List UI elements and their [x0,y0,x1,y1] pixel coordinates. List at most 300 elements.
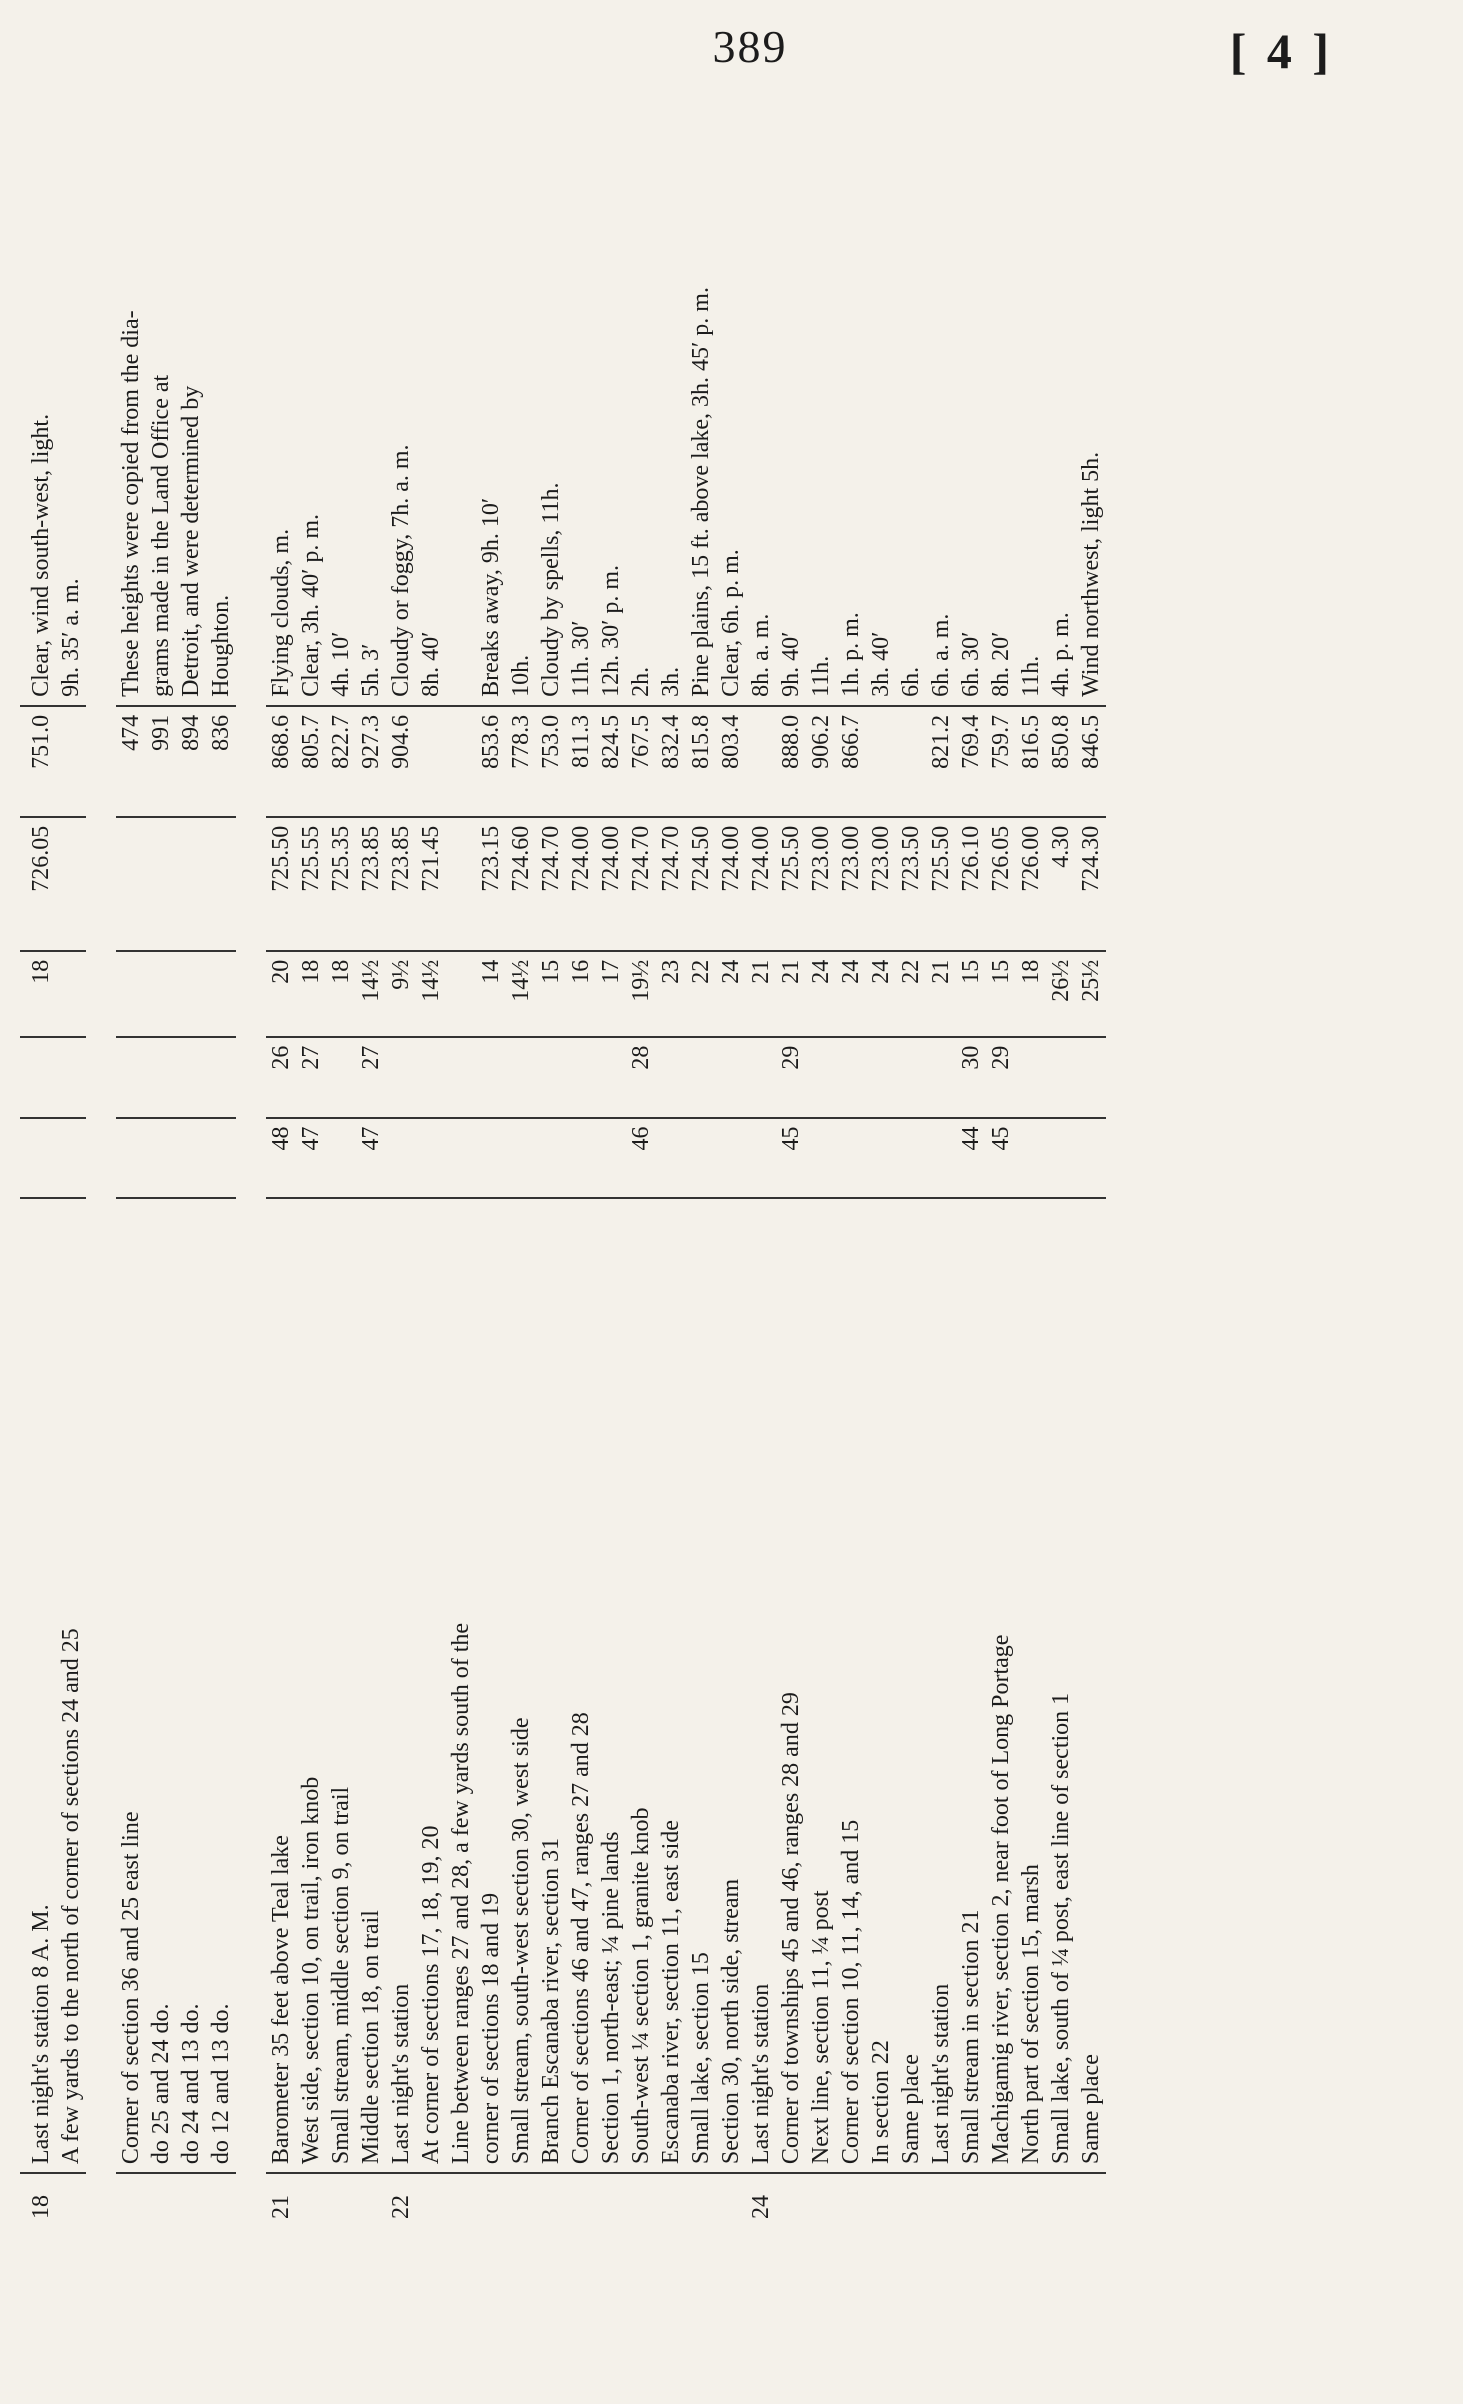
value-cell-2 [716,1037,746,1118]
barometer-cell [446,817,476,951]
value-cell-1: 47 [356,1118,386,1199]
value-cell-3: 9½ [386,951,416,1037]
height-cell: 811.3 [566,706,596,817]
value-cell-3: 14½ [356,951,386,1037]
table-row [686,140,716,2240]
value-cell-1 [746,1118,776,1199]
barometer-cell [176,817,206,951]
day-cell [866,2173,896,2240]
day-cell [146,2173,176,2240]
value-cell-1: 45 [986,1118,1016,1199]
barometer-cell: 723.00 [836,817,866,951]
remarks-cell: 9h. 40′ [778,631,804,697]
value-cell-1 [386,1118,416,1199]
location-cell: do 25 and 24 do. [146,1198,176,2173]
location-cell: corner of sections 18 and 19 [476,1198,506,2173]
value-cell-2 [926,1037,956,1118]
location-cell: Small stream, south-west section 30, west side [506,1198,536,2173]
value-cell-3: 14½ [416,951,446,1037]
barometer-cell: 724.00 [716,817,746,951]
location-cell: Corner of section 36 and 25 east line [116,1198,146,2173]
value-cell-3 [146,951,176,1037]
table-row [446,140,476,2240]
height-cell: 904.6 [386,706,416,817]
barometer-cell: 723.00 [806,817,836,951]
barometer-cell: 724.00 [566,817,596,951]
table-row [236,140,266,2240]
location-cell: In section 22 [866,1198,896,2173]
value-cell-3 [206,951,236,1037]
height-cell: 803.4 [716,706,746,817]
value-cell-1 [536,1118,566,1199]
day-cell [776,2173,806,2240]
remarks-cell: 3h. 40′ [868,631,894,697]
value-cell-2: 29 [986,1037,1016,1118]
location-cell: Section 30, north side, stream [716,1198,746,2173]
remarks-cell: 6h. [898,666,924,697]
barometer-cell [56,817,86,951]
value-cell-2: 28 [626,1037,656,1118]
table-row [1076,140,1106,2240]
value-cell-2: 27 [296,1037,326,1118]
day-cell [896,2173,926,2240]
remarks-cell: 8h. a. m. [748,613,774,697]
value-cell-2 [1076,1037,1106,1118]
value-cell-2: 27 [356,1037,386,1118]
value-cell-3: 18 [20,951,56,1037]
barometer-cell [116,817,146,951]
spacer-cell [236,140,266,2240]
remarks-cell: 4h. p. m. [1048,612,1074,697]
day-cell [566,2173,596,2240]
value-cell-2 [116,1037,146,1118]
barometer-cell: 724.00 [596,817,626,951]
height-cell [896,706,926,817]
height-cell: 853.6 [476,706,506,817]
location-cell: do 12 and 13 do. [206,1198,236,2173]
value-cell-1 [1046,1118,1076,1199]
barometer-cell: 726.05 [20,817,56,951]
day-cell [536,2173,566,2240]
day-cell: 24 [746,2173,776,2240]
day-cell [326,2173,356,2240]
height-cell [746,706,776,817]
value-cell-1: 46 [626,1118,656,1199]
day-cell [506,2173,536,2240]
value-cell-2 [686,1037,716,1118]
table-row [776,140,806,2240]
day-cell [416,2173,446,2240]
value-cell-3: 18 [326,951,356,1037]
location-cell: Small lake, south of ¼ post, east line of section 1 [1046,1198,1076,2173]
value-cell-1 [476,1118,506,1199]
day-cell [296,2173,326,2240]
height-cell: 991 [146,706,176,817]
table-row [746,140,776,2240]
location-cell: Same place [896,1198,926,2173]
remarks-cell: 9h. 35′ a. m. [58,578,84,697]
location-cell: At corner of sections 17, 18, 19, 20 [416,1198,446,2173]
height-cell: 832.4 [656,706,686,817]
location-cell: West side, section 10, on trail, iron knob [296,1198,326,2173]
height-cell [56,706,86,817]
value-cell-3: 22 [896,951,926,1037]
value-cell-1 [326,1118,356,1199]
location-cell: Last night's station 8 A. M. [20,1198,56,2173]
table-row [656,140,686,2240]
remarks-cell: 11h. [808,655,834,697]
day-cell [716,2173,746,2240]
value-cell-1 [206,1118,236,1199]
barometer-cell: 721.45 [416,817,446,951]
height-cell: 753.0 [536,706,566,817]
value-cell-1 [56,1118,86,1199]
value-cell-2 [146,1037,176,1118]
day-cell [116,2173,146,2240]
value-cell-3 [446,951,476,1037]
remarks-cell: Pine plains, 15 ft. above lake, 3h. 45′ p. m. [688,287,714,697]
location-cell: Last night's station [926,1198,956,2173]
value-cell-3: 24 [806,951,836,1037]
remarks-cell: 6h. 30′ [958,631,984,697]
value-cell-1: 45 [776,1118,806,1199]
barometer-cell: 4.30 [1046,817,1076,951]
value-cell-1 [926,1118,956,1199]
remarks-cell: Cloudy or foggy, 7h. a. m. [388,444,414,697]
location-cell: Small stream in section 21 [956,1198,986,2173]
table-row [926,140,956,2240]
height-cell: 474 [116,706,146,817]
height-cell: 769.4 [956,706,986,817]
value-cell-3: 20 [266,951,296,1037]
remarks-cell: 11h. [1018,655,1044,697]
table-row [56,140,86,2240]
height-cell: 751.0 [20,706,56,817]
location-cell: Corner of townships 45 and 46, ranges 28 and 29 [776,1198,806,2173]
remarks-cell: Flying clouds, m. [268,528,294,697]
height-cell: 866.7 [836,706,866,817]
value-cell-1: 47 [296,1118,326,1199]
height-cell: 824.5 [596,706,626,817]
day-cell [926,2173,956,2240]
table-row [866,140,896,2240]
location-cell: Next line, section 11, ¼ post [806,1198,836,2173]
remarks-cell: Clear, wind south-west, light. [28,413,54,697]
value-cell-3: 18 [1016,951,1046,1037]
day-cell [956,2173,986,2240]
remarks-cell: 6h. a. m. [928,613,954,697]
value-cell-1 [656,1118,686,1199]
table-row [146,140,176,2240]
day-cell [626,2173,656,2240]
day-cell [206,2173,236,2240]
remarks-cell [446,140,476,706]
table-body [20,140,1106,2240]
remarks-cell: Cloudy by spells, 11h. [538,482,564,697]
page-number: 389 [712,21,788,72]
table-row [20,140,56,2240]
height-cell: 836 [206,706,236,817]
value-cell-3: 25½ [1076,951,1106,1037]
height-cell [446,706,476,817]
day-cell [686,2173,716,2240]
barometer-cell: 724.70 [656,817,686,951]
day-cell: 21 [266,2173,296,2240]
value-cell-1: 48 [266,1118,296,1199]
value-cell-2: 30 [956,1037,986,1118]
location-cell: Machigamig river, section 2, near foot of Long Portage [986,1198,1016,2173]
table-row [116,140,146,2240]
table-row [626,140,656,2240]
location-cell: Last night's station [746,1198,776,2173]
value-cell-2 [836,1037,866,1118]
value-cell-2 [386,1037,416,1118]
table-row [566,140,596,2240]
table-row [1046,140,1076,2240]
location-cell: Branch Escanaba river, section 31 [536,1198,566,2173]
location-cell: do 24 and 13 do. [176,1198,206,2173]
barometer-cell: 723.50 [896,817,926,951]
value-cell-1 [596,1118,626,1199]
remarks-cell: 10h. [508,654,534,697]
value-cell-3 [116,951,146,1037]
table-row [1016,140,1046,2240]
barometer-cell: 724.70 [536,817,566,951]
rotated-table-wrapper [20,140,1210,2240]
height-cell: 767.5 [626,706,656,817]
day-cell [56,2173,86,2240]
table-row [896,140,926,2240]
remarks-cell: 11h. 30′ [568,620,594,697]
day-cell [356,2173,386,2240]
barometer-cell: 724.50 [686,817,716,951]
value-cell-3: 21 [746,951,776,1037]
value-cell-2 [446,1037,476,1118]
value-cell-3: 23 [656,951,686,1037]
location-cell: Small lake, section 15 [686,1198,716,2173]
height-cell: 906.2 [806,706,836,817]
height-cell: 927.3 [356,706,386,817]
location-cell: North part of section 15, marsh [1016,1198,1046,2173]
height-cell: 894 [176,706,206,817]
barometer-cell: 723.15 [476,817,506,951]
table-row [716,140,746,2240]
table-row [296,140,326,2240]
value-cell-2: 29 [776,1037,806,1118]
value-cell-1 [116,1118,146,1199]
remarks-cell: Breaks away, 9h. 10′ [478,497,504,697]
value-cell-1 [446,1118,476,1199]
value-cell-2 [566,1037,596,1118]
height-cell: 846.5 [1076,706,1106,817]
barometer-cell: 725.50 [926,817,956,951]
height-cell: 759.7 [986,706,1016,817]
observations-table [20,140,1106,2240]
value-cell-3: 15 [536,951,566,1037]
table-row [386,140,416,2240]
value-cell-3: 14 [476,951,506,1037]
day-cell [446,2173,476,2240]
location-cell: Last night's station [386,1198,416,2173]
value-cell-3: 22 [686,951,716,1037]
table-row [476,140,506,2240]
location-cell: South-west ¼ section 1, granite knob [626,1198,656,2173]
value-cell-1 [1016,1118,1046,1199]
barometer-cell: 724.30 [1076,817,1106,951]
location-cell: Same place [1076,1198,1106,2173]
value-cell-2 [866,1037,896,1118]
table-row [416,140,446,2240]
remarks-cell: 4h. 10′ [328,631,354,697]
barometer-cell: 723.85 [386,817,416,951]
location-cell: Section 1, north-east; ¼ pine lands [596,1198,626,2173]
remarks-cell: 8h. 20′ [988,631,1014,697]
spacer-cell [86,140,116,2240]
barometer-cell: 724.60 [506,817,536,951]
location-cell: Corner of section 10, 11, 14, and 15 [836,1198,866,2173]
height-cell: 815.8 [686,706,716,817]
day-cell: 18 [20,2173,56,2240]
barometer-cell [206,817,236,951]
value-cell-2 [416,1037,446,1118]
value-cell-3: 15 [956,951,986,1037]
location-cell: Small stream, middle section 9, on trail [326,1198,356,2173]
table-row [86,140,116,2240]
value-cell-2 [1016,1037,1046,1118]
day-cell [836,2173,866,2240]
location-cell: Escanaba river, section 11, east side [656,1198,686,2173]
remarks-cell: These heights were copied from the dia- [118,310,144,697]
remarks-cell: 3h. [658,666,684,697]
barometer-cell: 726.10 [956,817,986,951]
value-cell-2: 26 [266,1037,296,1118]
value-cell-3: 15 [986,951,1016,1037]
value-cell-1 [566,1118,596,1199]
value-cell-1: 44 [956,1118,986,1199]
value-cell-2 [476,1037,506,1118]
value-cell-3: 16 [566,951,596,1037]
value-cell-2 [596,1037,626,1118]
value-cell-3: 14½ [506,951,536,1037]
remarks-cell: 1h. p. m. [838,612,864,697]
value-cell-2 [56,1037,86,1118]
value-cell-2 [536,1037,566,1118]
table-row [956,140,986,2240]
value-cell-2 [656,1037,686,1118]
value-cell-3: 17 [596,951,626,1037]
value-cell-2 [506,1037,536,1118]
value-cell-2 [896,1037,926,1118]
day-cell [986,2173,1016,2240]
remarks-cell: Detroit, and were determined by [178,385,204,697]
table-row [356,140,386,2240]
value-cell-1 [896,1118,926,1199]
height-cell: 868.6 [266,706,296,817]
height-cell: 816.5 [1016,706,1046,817]
value-cell-3: 18 [296,951,326,1037]
table-row [806,140,836,2240]
value-cell-1 [866,1118,896,1199]
table-row [506,140,536,2240]
value-cell-1 [176,1118,206,1199]
remarks-cell: Clear, 6h. p. m. [718,549,744,697]
day-cell [1046,2173,1076,2240]
value-cell-2 [806,1037,836,1118]
barometer-cell: 725.50 [266,817,296,951]
barometer-cell: 725.50 [776,817,806,951]
day-cell [1076,2173,1106,2240]
day-cell [1016,2173,1046,2240]
value-cell-2 [206,1037,236,1118]
barometer-cell: 724.00 [746,817,776,951]
barometer-cell: 725.55 [296,817,326,951]
barometer-cell: 724.70 [626,817,656,951]
day-cell [806,2173,836,2240]
day-cell [656,2173,686,2240]
height-cell: 778.3 [506,706,536,817]
value-cell-2 [176,1037,206,1118]
height-cell [866,706,896,817]
value-cell-3: 24 [716,951,746,1037]
table-row [206,140,236,2240]
value-cell-3: 21 [926,951,956,1037]
table-row [836,140,866,2240]
value-cell-1 [836,1118,866,1199]
table-row [536,140,566,2240]
table-row [266,140,296,2240]
value-cell-1 [1076,1118,1106,1199]
remarks-cell: 8h. 40′ [418,631,444,697]
height-cell: 850.8 [1046,706,1076,817]
day-cell [176,2173,206,2240]
value-cell-1 [506,1118,536,1199]
remarks-cell: Houghton. [208,594,234,697]
document-number: [ 4 ] [1229,23,1333,79]
location-cell: Barometer 35 feet above Teal lake [266,1198,296,2173]
value-cell-2 [746,1037,776,1118]
value-cell-1 [716,1118,746,1199]
location-cell: A few yards to the north of corner of sections 24 and 25 [56,1198,86,2173]
location-cell: Line between ranges 27 and 28, a few yards south of the [446,1198,476,2173]
remarks-cell: Wind northwest, light 5h. [1078,451,1104,697]
remarks-cell: Clear, 3h. 40′ p. m. [298,513,324,697]
value-cell-2 [326,1037,356,1118]
table-row [596,140,626,2240]
day-cell: 22 [386,2173,416,2240]
value-cell-2 [1046,1037,1076,1118]
remarks-cell: 5h. 3′ [358,643,384,697]
height-cell: 821.2 [926,706,956,817]
value-cell-3: 24 [836,951,866,1037]
value-cell-3 [56,951,86,1037]
value-cell-3: 24 [866,951,896,1037]
value-cell-1 [20,1118,56,1199]
value-cell-3: 19½ [626,951,656,1037]
location-cell: Corner of sections 46 and 47, ranges 27 and 28 [566,1198,596,2173]
height-cell [416,706,446,817]
value-cell-1 [686,1118,716,1199]
value-cell-1 [806,1118,836,1199]
value-cell-2 [20,1037,56,1118]
barometer-cell: 726.00 [1016,817,1046,951]
height-cell: 805.7 [296,706,326,817]
barometer-cell: 723.00 [866,817,896,951]
table-row [176,140,206,2240]
remarks-cell: 12h. 30′ p. m. [598,564,624,697]
value-cell-3: 21 [776,951,806,1037]
location-cell: Middle section 18, on trail [356,1198,386,2173]
barometer-cell: 726.05 [986,817,1016,951]
